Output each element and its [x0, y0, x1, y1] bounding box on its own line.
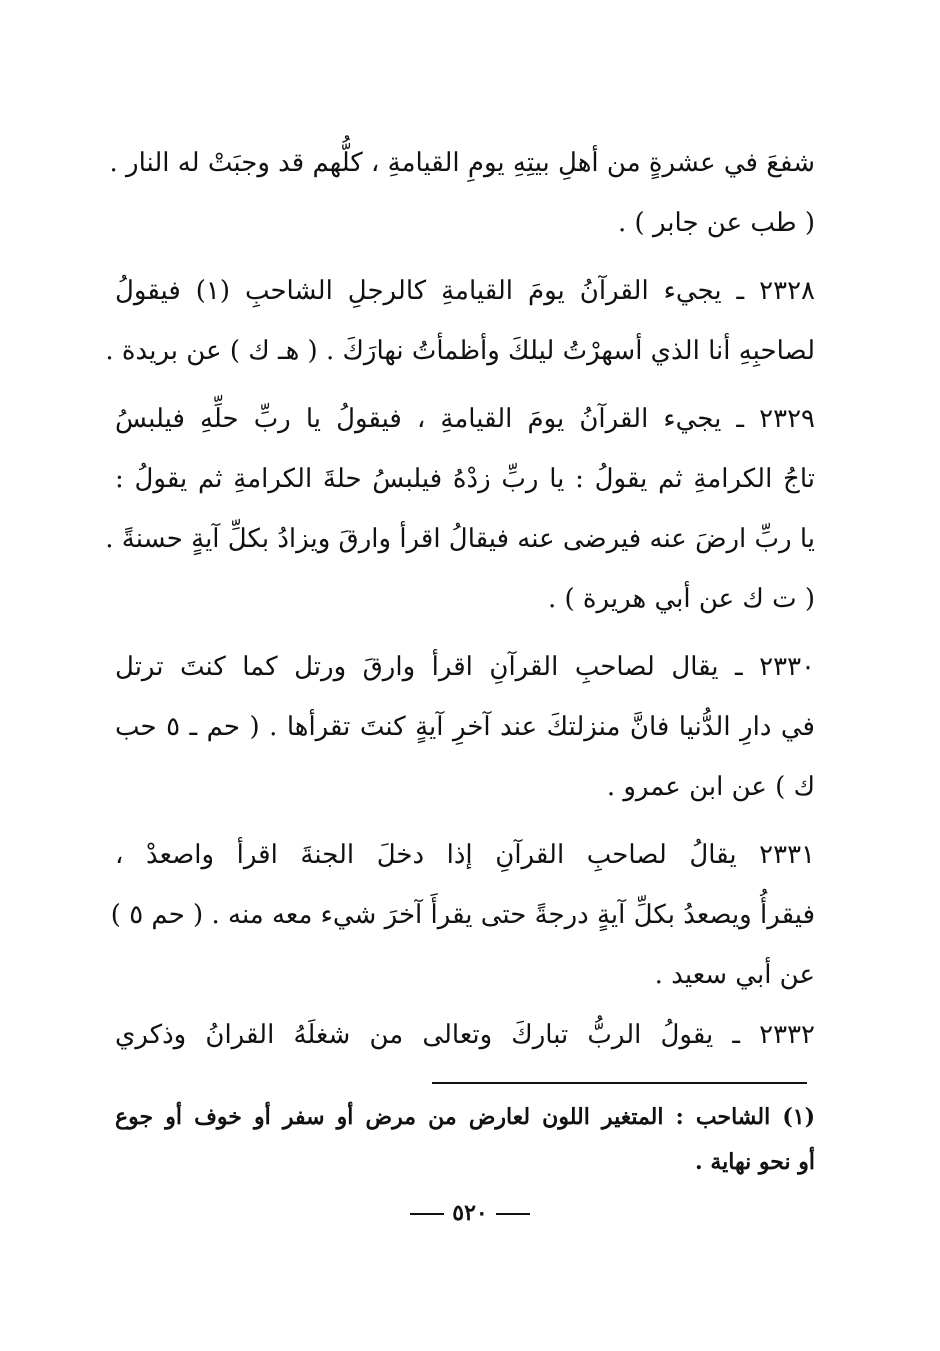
text-line: فيقرأُ ويصعدُ بكلِّ آيةٍ درجةً حتى يقرأَ آخرَ شيء معه منه . ( حم ٥ ) [110, 900, 815, 930]
main-text [105, 133, 815, 1065]
text-line: عن أبي سعيد . [654, 960, 815, 990]
page-number [0, 1200, 940, 1226]
text-line: شفعَ في عشرةٍ من أهلِ بيتِهِ يومِ القيامةِ ، كلُّهم قد وجبَتْ له النار . [109, 148, 815, 178]
footnote-line: أو نحو نهاية . [695, 1149, 815, 1175]
footnote-divider [432, 1082, 807, 1084]
footnote [115, 1095, 815, 1185]
page-number-dash [496, 1213, 530, 1215]
hadith-2329-line: ٢٣٢٩ ـ يجيء القرآنُ يومَ القيامةِ ، فيقولُ يا ربِّ حلِّهِ فيلبسُ [115, 404, 815, 434]
text-line: في دارِ الدُّنيا فانَّ منزلتكَ عند آخرِ آيةٍ كنتَ تقرأها . ( حم ـ ٥ حب [115, 712, 815, 742]
page-number-dash [410, 1213, 444, 1215]
text-line: لصاحبِهِ أنا الذي أسهرْتُ ليلكَ وأظمأتُ نهارَكَ . ( هـ ك ) عن بريدة . [105, 336, 815, 366]
hadith-2330-line: ٢٣٣٠ ـ يقال لصاحبِ القرآنِ اقرأ وارقَ ورتل كما كنتَ ترتل [115, 652, 815, 682]
hadith-2331-line: ٢٣٣١ يقالُ لصاحبِ القرآنِ إذا دخلَ الجنةَ اقرأ واصعدْ ، [115, 840, 815, 870]
text-line: ( طب عن جابر ) . [618, 208, 815, 238]
hadith-2328-line: ٢٣٢٨ ـ يجيء القرآنُ يومَ القيامةِ كالرجلِ الشاحبِ (١) فيقولُ [115, 276, 815, 306]
text-line: يا ربِّ ارضَ عنه فيرضى عنه فيقالُ اقرأ وارقَ ويزادُ بكلِّ آيةٍ حسنةً . [105, 524, 815, 554]
text-line: ( ت ك عن أبي هريرة ) . [547, 584, 815, 614]
page-number-value: ٥٢٠ [452, 1200, 488, 1226]
footnote-line: (١) الشاحب : المتغير اللون لعارض من مرض أو سفر أو خوف أو جوع [115, 1104, 815, 1130]
text-line: تاجُ الكرامةِ ثم يقولُ : يا ربِّ زدْهُ فيلبسُ حلةَ الكرامةِ ثم يقولُ : [115, 464, 815, 494]
text-line: ك ) عن ابن عمرو . [606, 772, 815, 802]
hadith-2332-line: ٢٣٣٢ ـ يقولُ الربُّ تباركَ وتعالى من شغلَهُ القرانُ وذكري [115, 1020, 815, 1050]
